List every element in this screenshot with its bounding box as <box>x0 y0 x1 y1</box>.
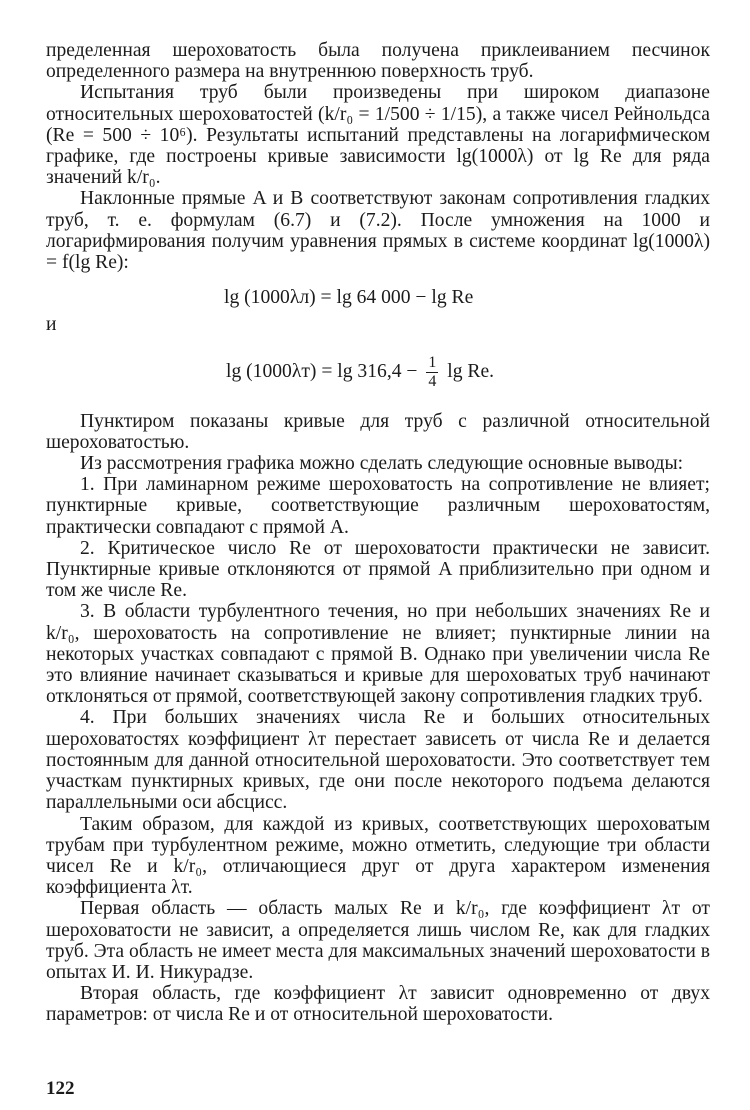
paragraph-1: пределенная шероховатость была получена приклеиванием песчинок определенного размера на внутреннюю поверхность труб. <box>46 40 710 83</box>
fraction <box>426 354 438 391</box>
paragraph-2: Испытания труб были произведены при широком диапазоне относительных шероховатостей (k/r₀ = 1/500 ÷ 1/15), а также чисел Рейнольдса (Re = 500 ÷ 10⁶). Результаты испытаний представлены на логарифмическом графике, где построены кривые зависимости lg(1000λ) от lg Re для ряда значений k/r₀. <box>46 82 710 189</box>
conjunction: и <box>46 314 57 336</box>
paragraph-second-region: Вторая область, где коэффициент λт зависит одновременно от двух параметров: от числа Re и от относительной шероховатости. <box>46 983 710 1026</box>
paragraph-3: Наклонные прямые A и B соответствуют законам сопротивления гладких труб, т. е. формулам (6.7) и (7.2). После умножения на 1000 и логарифмирования получим уравнения прямых в системе координат lg(1000λ) = f(lg Re): <box>46 188 710 274</box>
equation-laminar: lg (1000λл) = lg 64 000 − lg Re <box>224 287 474 309</box>
paragraph-first-region: Первая область — область малых Re и k/r₀, где коэффициент λт от шероховатости не зависит, а определяется лишь числом Re, как для гладких труб. Эта область не имеет места для максимальных значений шероховатости в опытах И. И. Никурадзе. <box>46 898 710 983</box>
equation-turbulent-left: lg (1000λт) = lg 316,4 − <box>226 360 418 382</box>
page-body <box>46 40 710 1026</box>
conclusion-2: 2. Критическое число Re от шероховатости практически не зависит. Пунктирные кривые отклоняются от прямой A приблизительно при одном и том же числе Re. <box>46 537 710 602</box>
paragraph-three-regions: Таким образом, для каждой из кривых, соответствующих шероховатым трубам при турбулентном режиме, можно отметить, следующие три области чисел Re и k/r₀, отличающиеся друг от друга характером изменения коэффициента λт. <box>46 813 710 899</box>
equation-turbulent-right: lg Re. <box>447 360 495 382</box>
paragraph-dashed-curves: Пунктиром показаны кривые для труб с различной относительной шероховатостью. <box>46 410 710 453</box>
page-number: 122 <box>46 1078 75 1099</box>
equation-turbulent <box>46 354 710 391</box>
conclusion-4: 4. При больших значениях числа Re и больших относительных шероховатостях коэффициент λт перестает зависеть от числа Re и делается постоянным для данной относительной шероховатости. Это соответствует тем участкам пунктирных кривых, где они после некоторого подъема делаются параллельными оси абсцисс. <box>46 707 710 814</box>
conclusion-1: 1. При ламинарном режиме шероховатость на сопротивление не влияет; пунктирные кривые, соответствующие различным шероховатостям, практически совпадают с прямой A. <box>46 474 710 538</box>
fraction-denominator: 4 <box>428 372 437 390</box>
fraction-numerator: 1 <box>428 353 437 371</box>
paragraph-conclusions-intro: Из рассмотрения графика можно сделать следующие основные выводы: <box>80 453 684 475</box>
conclusion-3: 3. В области турбулентного течения, но при небольших значениях Re и k/r₀, шероховатость на сопротивление не влияет; пунктирные линии на некоторых участках совпадают с прямой B. Однако при увеличении числа Re это влияние начинает сказываться и кривые для шероховатых труб начинают отклоняться от прямой, соответствующей закону сопротивления гладких труб. <box>46 601 710 708</box>
equations-block <box>46 287 710 390</box>
